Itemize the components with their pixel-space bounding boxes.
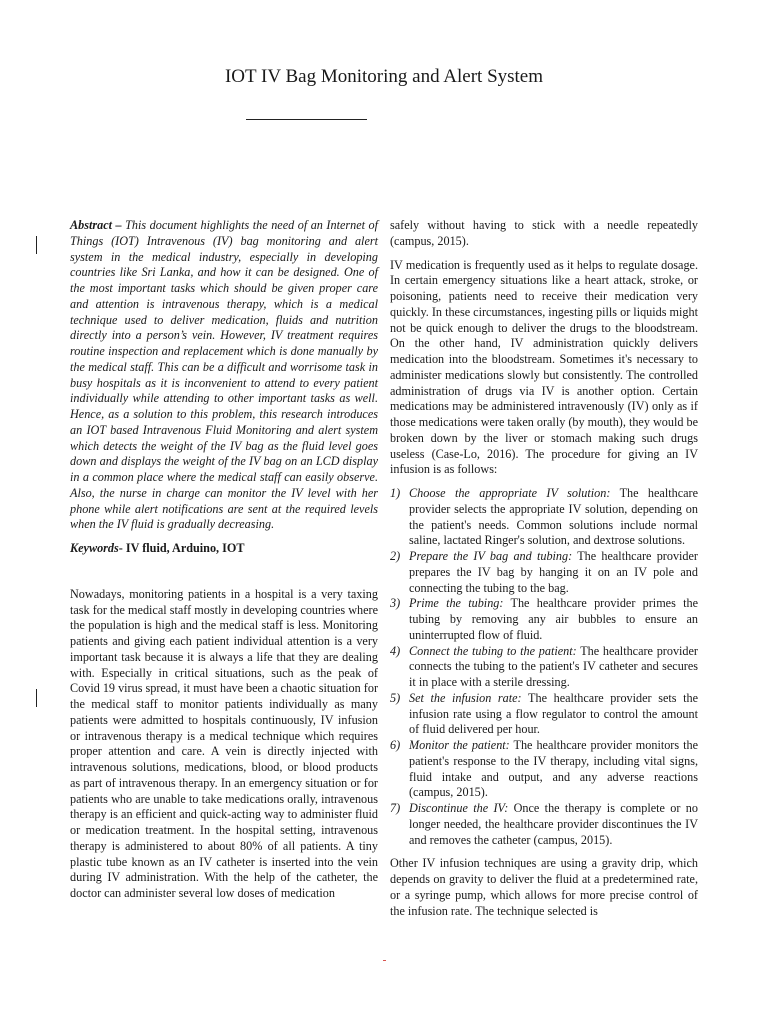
dosage-paragraph: IV medication is frequently used as it helps to regulate dosage. In certain emergency situations like a heart attack, stroke, or poisoning, patients need to receive their medication very quickly. In these circumstances, ingesting pills or liquids might not be quick enough to deliver the drugs to the bloodstream. On the other hand, IV administration quickly delivers medication into the bloodstream. Sometimes it's necessary to administer medications slowly but consistently. The controlled administration of drugs via IV is another option. Certain medications may be administered intravenously (IV) only as if those medications were taken orally (by mouth), they would be broken down by the liver or stomach making such drugs useless (Case-Lo, 2016). The procedure for giving an IV infusion is as follows:: [390, 257, 698, 477]
intro-paragraph: Nowadays, monitoring patients in a hospital is a very taxing task for the medical staff mostly in developing countries where the population is high and the medical staff is less. Monitoring patients and giving each patient individual attention is a very important task because it is always a life that they are dealing with. Especially in critical situations, such as the peak of Covid 19 virus spread, it must have been a chaotic situation for the medical staff to monitor patients individually as many patients were admitted to hospitals continuously, IV infusion or intravenous therapy is a medical technique which requires proper attention and care. A vein is directly injected with intravenous solutions, medications, blood, or blood products as part of intravenous therapy. In an emergency situation or for patients who are unable to take medications orally, intravenous therapy is an efficient and quick-acting way to administer fluid or medication treatment. In the hospital setting, intravenous therapy is administered to about 80% of all patients. A tiny plastic tube known as an IV catheter is inserted into the vein during IV administration. With the help of the catheter, the doctor can administer several low doses of medication: [70, 586, 379, 900]
procedure-step: 6) Monitor the patient: The healthcare provider monitors the patient's response to the IV therapy, including vital signs, fluid intake and output, and any adverse reactions (campus, 2015).: [390, 738, 698, 800]
page-title: IOT IV Bag Monitoring and Alert System: [224, 66, 544, 87]
procedure-step: 7) Discontinue the IV: Once the therapy is complete or no longer needed, the healthcare provider discontinues the IV and removes the catheter (campus, 2015).: [390, 801, 698, 847]
text-cursor-mark: [36, 689, 37, 707]
abstract-text: This document highlights the need of an Internet of Things (IOT) Intravenous (IV) bag monitoring and alert system in the medical industry, especially in developing countries like Sri Lanka, and how it can be designed. One of the most important tasks which should be given proper care and attention is intravenous therapy, which is a medical technique used to deliver medication, fluids and nutrition directly into a person’s vein. However, IV treatment requires routine inspection and replacement which is done manually by the medical staff. This can be a difficult and worrisome task in busy hospitals as it is inconvenient to attend to every patient individually while attending to other important tasks as well. Hence, as a solution to this problem, this research introduces an IOT based Intravenous Fluid Monitoring and alert system which detects the weight of the IV bag as the fluid level goes down and displays the weight of the IV bag on an LCD display in a common place where the medical staff can easily observe. Also, the nurse in charge can monitor the IV level with her phone while alert notifications are sent at the required levels when the IV fluid is gradually decreasing.: [70, 218, 378, 532]
procedure-step: 4) Connect the tubing to the patient: The healthcare provider connects the tubing to the patient's IV catheter and secures it in place with a sterile dressing.: [390, 643, 698, 689]
procedure-step: 5) Set the infusion rate: The healthcare provider sets the infusion rate using a flow regulator to control the amount of fluid delivered per hour.: [390, 690, 698, 737]
keywords-text: - IV fluid, Arduino, IOT: [118, 541, 245, 555]
page-marker: [383, 960, 386, 961]
left-column: [70, 218, 378, 902]
procedure-step: 3) Prime the tubing: The healthcare provider primes the tubing by removing any air bubbles to ensure an uninterrupted flow of fluid.: [390, 596, 698, 642]
text-cursor-mark: [36, 236, 37, 254]
techniques-paragraph: Other IV infusion techniques are using a gravity drip, which depends on gravity to deliver the fluid at a predetermined rate, or a syringe pump, which allows for more precise control of the infusion rate. The technique selected is: [390, 856, 698, 918]
abstract-paragraph: [70, 218, 378, 533]
keywords-line: [70, 541, 378, 557]
keywords-label: Keywords: [70, 541, 119, 555]
abstract-label: Abstract –: [70, 218, 122, 232]
continuation-paragraph: safely without having to stick with a needle repeatedly (campus, 2015).: [390, 218, 698, 248]
title-underline: [246, 119, 367, 120]
procedure-step: 2) Prepare the IV bag and tubing: The healthcare provider prepares the IV bag by hanging it on an IV pole and connecting the tubing to the bag.: [390, 549, 698, 595]
procedure-list: [390, 486, 698, 848]
right-column: [390, 218, 698, 919]
procedure-step: 1) Choose the appropriate IV solution: The healthcare provider selects the appropriate IV solution, depending on the patient's needs. Common solutions include normal saline, lactated Ringer's solution, and dextrose solutions.: [390, 486, 698, 548]
